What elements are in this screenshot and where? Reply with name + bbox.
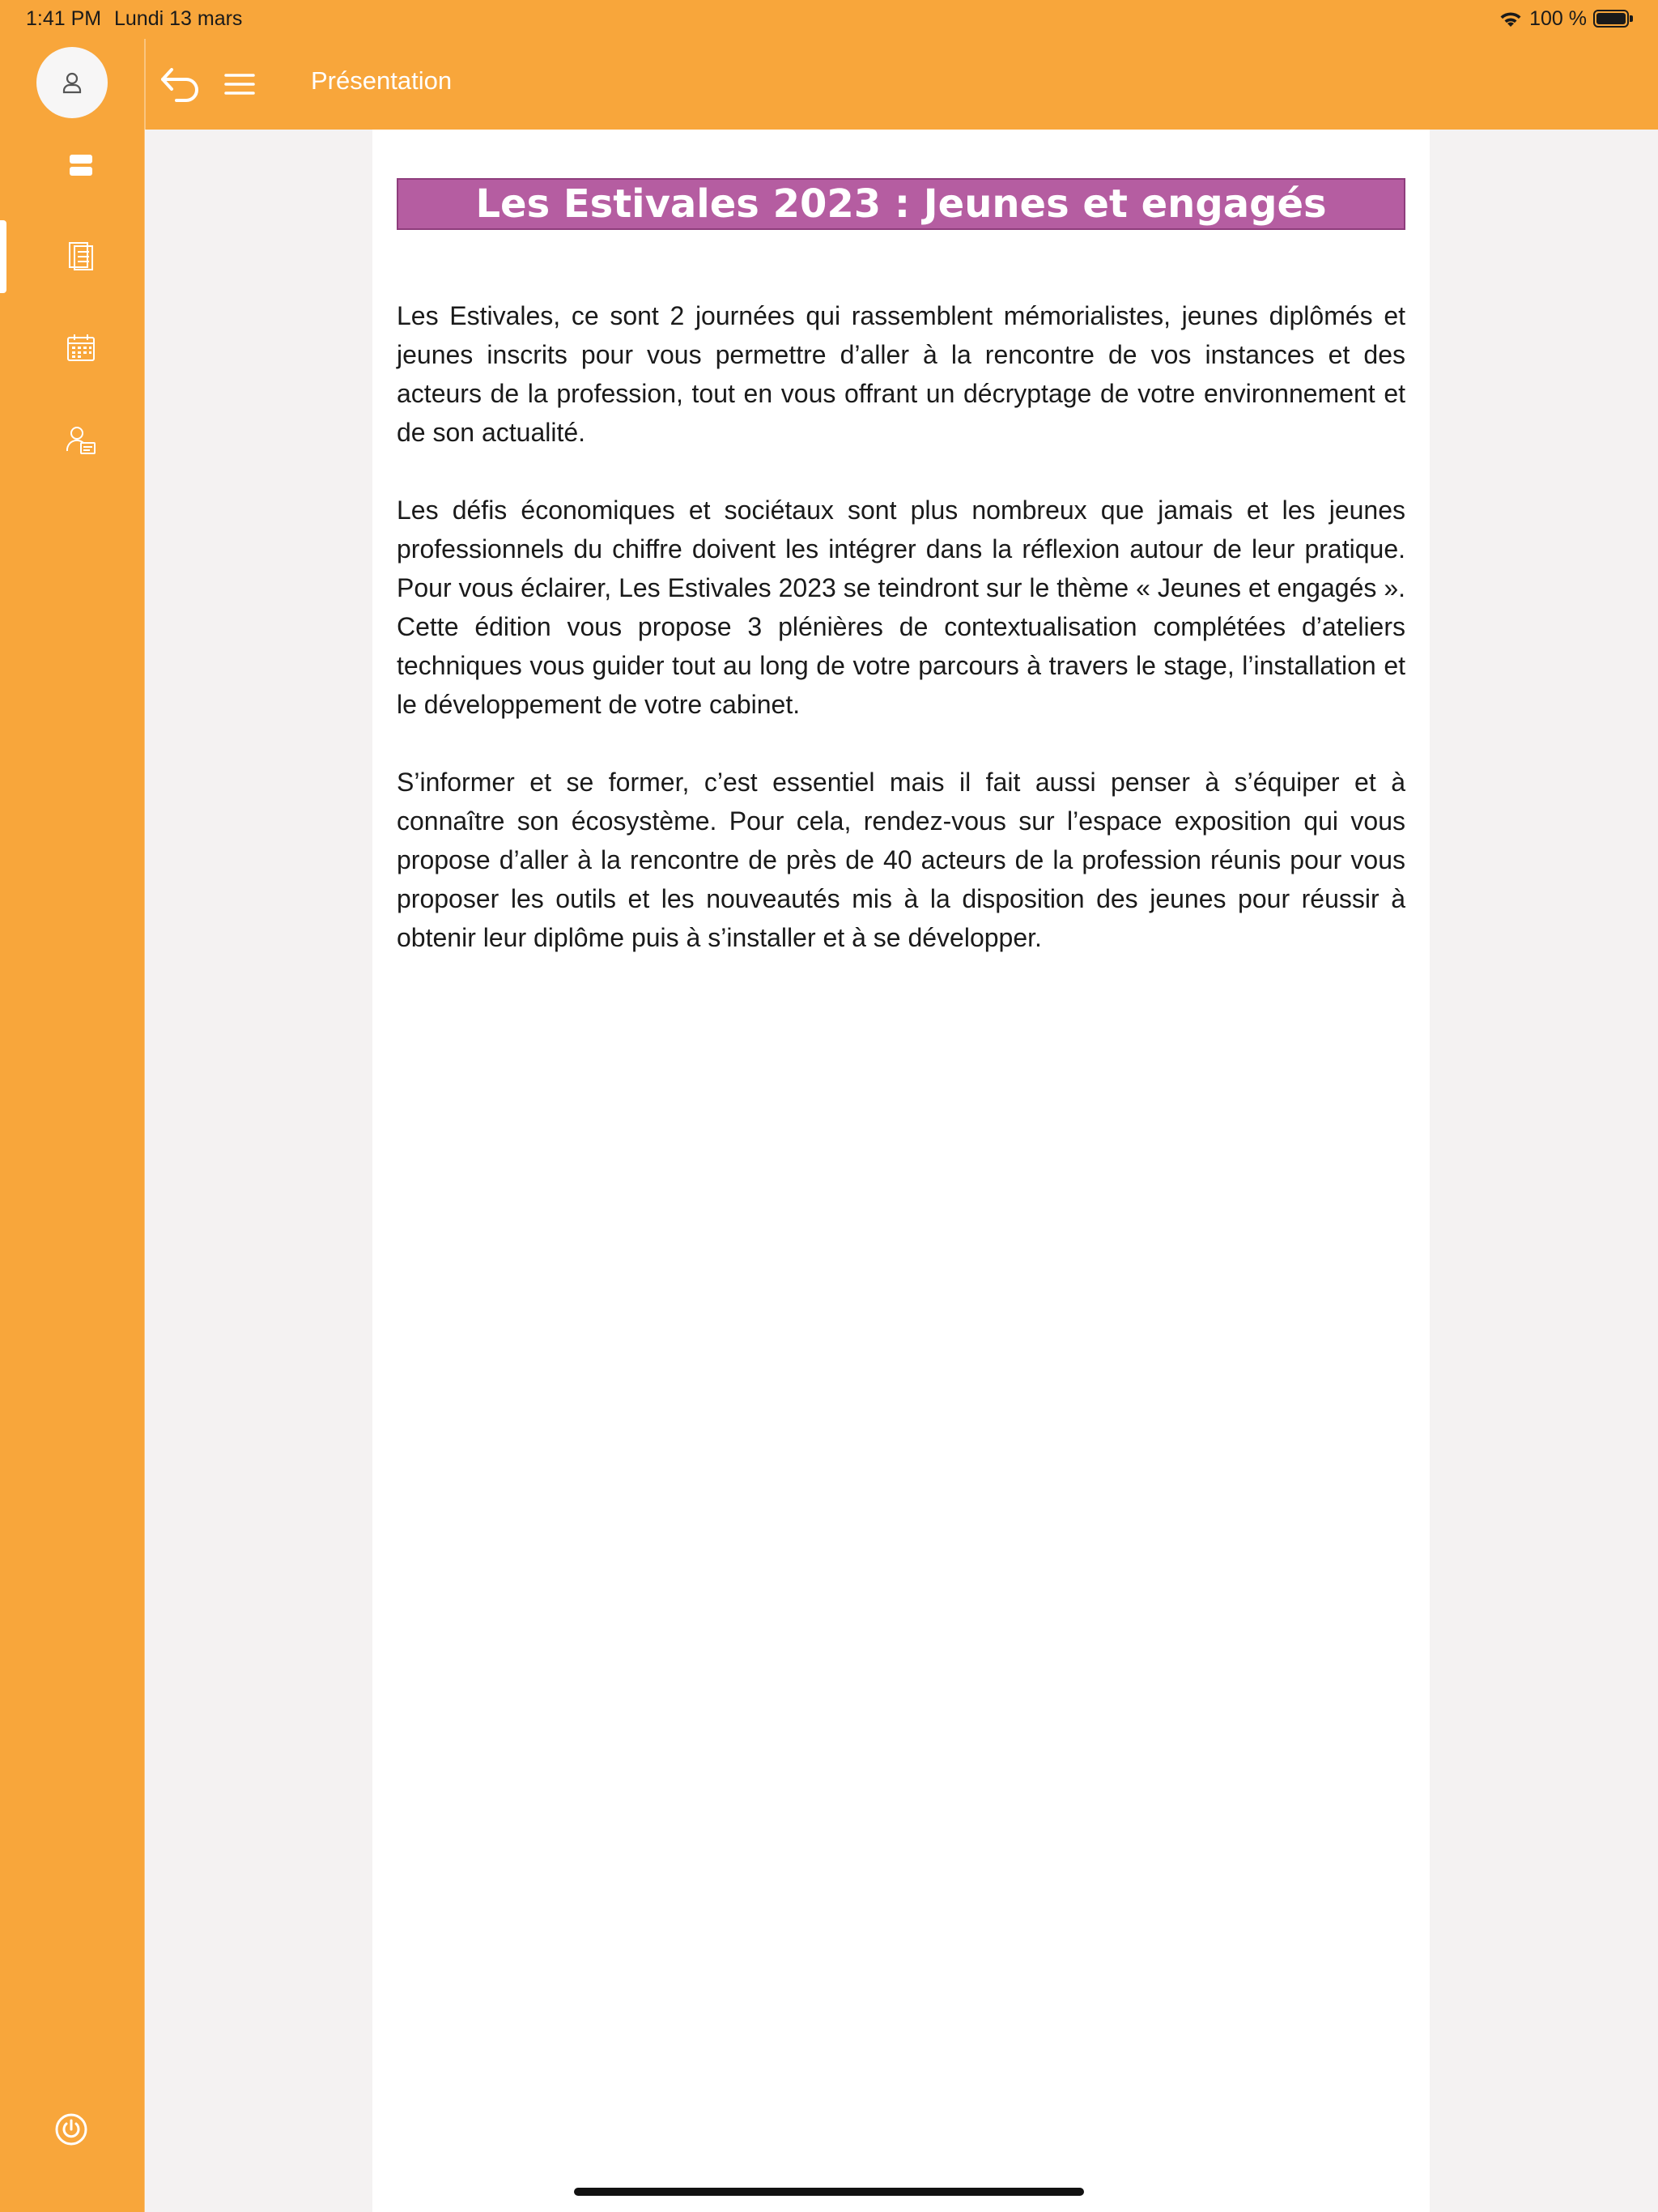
status-right [1499, 7, 1587, 31]
article-paragraph: S’informer et se former, c’est essentiel mais il fait aussi penser à s’équiper et à connaître son écosystème. Pour cela, rendez-vous sur l’espace exposition qui vous propose d’aller à la rencontre de près de 40 acteurs de la profession réunis pour vous proposer les outils et les nouveautés mis à la disposition des jeunes pour réussir à obtenir leur diplôme puis à s’installer et à se développer. [397, 768, 1405, 952]
exhibitors-icon [65, 425, 97, 456]
power-icon [53, 2112, 89, 2147]
user-icon [60, 70, 84, 95]
nav-item-stack[interactable] [49, 133, 113, 198]
sidebar-divider [144, 39, 146, 2212]
nav-item-exhibitors[interactable] [49, 408, 113, 473]
back-button[interactable] [156, 60, 205, 108]
article-paragraph: Les Estivales, ce sont 2 journées qui rassemblent mémorialistes, jeunes diplômés et jeunes inscrits pour vous permettre d’aller à la rencontre de vos instances et des acteurs de la profession, tout en vous offrant un décryptage de votre environnement et de son actualité. [397, 301, 1405, 447]
article-body [397, 296, 1405, 996]
battery-icon [1593, 10, 1629, 28]
hamburger-menu-icon [224, 72, 255, 96]
status-time: 1:41 PM [26, 7, 102, 30]
battery-level [1596, 13, 1626, 24]
logout-button[interactable] [39, 2097, 104, 2162]
page-title: Présentation [311, 66, 453, 95]
content-panel [372, 130, 1430, 2212]
document-icon [67, 240, 95, 271]
stack-icon [68, 152, 94, 178]
undo-arrow-icon [159, 65, 202, 104]
profile-avatar[interactable] [36, 47, 108, 118]
status-bar [0, 0, 1658, 39]
article-banner-title: Les Estivales 2023 : Jeunes et engagés [397, 178, 1405, 230]
menu-button[interactable] [219, 63, 261, 105]
home-indicator[interactable] [574, 2188, 1084, 2196]
nav-item-documents[interactable] [49, 223, 113, 288]
wifi-icon [1499, 11, 1523, 28]
nav-item-calendar[interactable] [49, 316, 113, 381]
article-paragraph: Les défis économiques et sociétaux sont plus nombreux que jamais et les jeunes professionnels du chiffre doivent les intégrer dans la réflexion autour de leur pratique. Pour vous éclairer, Les Estivales 2023 se teindront sur le thème « Jeunes et engagés ». Cette édition vous propose 3 plénières de contextualisation complétées d’ateliers techniques vous guider tout au long de votre parcours à travers le stage, l’installation et le développement de votre cabinet. [397, 496, 1405, 719]
calendar-icon [66, 333, 96, 364]
battery-tip [1630, 15, 1633, 22]
status-date: Lundi 13 mars [114, 7, 243, 30]
battery-percent: 100 % [1529, 7, 1587, 30]
nav-active-indicator [0, 220, 6, 293]
